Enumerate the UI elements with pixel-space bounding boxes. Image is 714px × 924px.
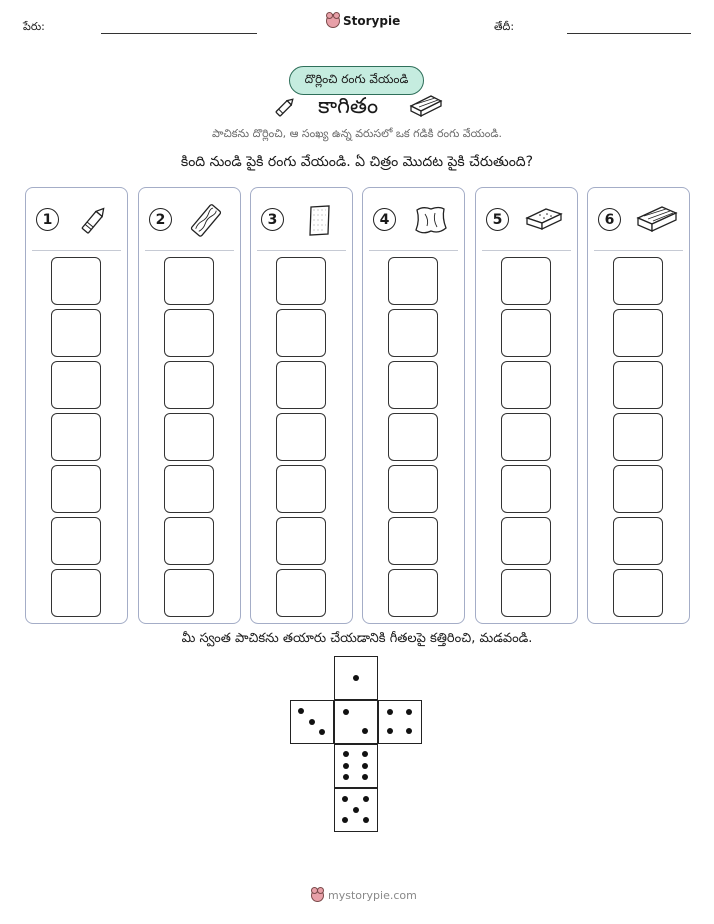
color-box[interactable] (51, 465, 101, 513)
die-pip (343, 709, 349, 715)
color-box[interactable] (51, 517, 101, 565)
wood-block-icon (408, 92, 444, 118)
column-number: 1 (36, 208, 59, 231)
color-box[interactable] (276, 569, 326, 617)
column-header (486, 202, 568, 238)
die-pip (343, 774, 349, 780)
column-header (149, 202, 231, 238)
footer (311, 889, 417, 902)
crayon-icon (272, 95, 298, 119)
sponge-icon (524, 202, 566, 238)
column-divider (594, 250, 683, 251)
die-pip (363, 796, 369, 802)
color-box[interactable] (388, 465, 438, 513)
date-label: తేదీ: (494, 20, 515, 33)
color-box[interactable] (164, 309, 214, 357)
color-box[interactable] (276, 309, 326, 357)
wood-log-icon (187, 202, 229, 238)
color-box[interactable] (276, 413, 326, 461)
bear-logo-icon (311, 889, 324, 902)
color-box[interactable] (388, 309, 438, 357)
die-pip (319, 729, 325, 735)
cut-instruction: మీ స్వంత పాచికను తయారు చేయడానికి గీతలపై కత్తిరించి, మడవండి. (181, 631, 533, 646)
column-number: 2 (149, 208, 172, 231)
color-box[interactable] (501, 569, 551, 617)
column-header (36, 202, 118, 238)
color-box[interactable] (51, 257, 101, 305)
color-box[interactable] (51, 413, 101, 461)
cloth-icon (411, 202, 453, 238)
die-pip (406, 709, 412, 715)
die-face-5 (334, 788, 378, 832)
die-pip (342, 817, 348, 823)
column-header (598, 202, 680, 238)
color-box[interactable] (164, 465, 214, 513)
die-pip (362, 751, 368, 757)
wood-block-icon (636, 202, 678, 238)
page-title: కాగితం (318, 94, 379, 119)
color-box[interactable] (276, 361, 326, 409)
color-box[interactable] (501, 309, 551, 357)
banner-pill: దొర్లించి రంగు వేయండి (289, 66, 424, 95)
color-box[interactable] (501, 517, 551, 565)
color-box[interactable] (501, 257, 551, 305)
column-divider (257, 250, 346, 251)
column-number: 3 (261, 208, 284, 231)
die-pip (387, 709, 393, 715)
color-box[interactable] (164, 257, 214, 305)
color-box[interactable] (613, 309, 663, 357)
column-divider (482, 250, 571, 251)
die-pip (342, 796, 348, 802)
die-pip (362, 763, 368, 769)
instruction-text: పాచికను దొర్లించి, ఆ సంఖ్య ఉన్న వరుసలో ఒక గడికి రంగు వేయండి. (212, 127, 502, 140)
color-box[interactable] (388, 361, 438, 409)
column-divider (145, 250, 234, 251)
column-number: 6 (598, 208, 621, 231)
die-pip (387, 728, 393, 734)
color-box[interactable] (388, 569, 438, 617)
bear-logo-icon (326, 14, 340, 28)
color-box[interactable] (51, 361, 101, 409)
die-face-1 (334, 656, 378, 700)
brand-logo (326, 14, 400, 28)
footer-url[interactable]: mystorypie.com (328, 889, 417, 902)
column-header (373, 202, 455, 238)
name-line[interactable] (101, 33, 257, 34)
die-pip (362, 774, 368, 780)
color-box[interactable] (388, 413, 438, 461)
color-box[interactable] (501, 361, 551, 409)
color-box[interactable] (613, 361, 663, 409)
color-box[interactable] (276, 257, 326, 305)
die-pip (353, 675, 359, 681)
color-box[interactable] (51, 309, 101, 357)
die-face-2 (334, 700, 378, 744)
color-box[interactable] (613, 413, 663, 461)
die-face-6 (334, 744, 378, 788)
roll-column-5 (475, 187, 578, 624)
die-face-4 (378, 700, 422, 744)
roll-column-4 (362, 187, 465, 624)
die-face-3 (290, 700, 334, 744)
name-label: పేరు: (23, 20, 45, 33)
die-pip (406, 728, 412, 734)
die-pip (353, 807, 359, 813)
die-pip (363, 817, 369, 823)
roll-column-1 (25, 187, 128, 624)
roll-column-6 (587, 187, 690, 624)
paper-sheet-icon (299, 202, 341, 238)
color-box[interactable] (164, 569, 214, 617)
color-box[interactable] (276, 517, 326, 565)
roll-column-3 (250, 187, 353, 624)
column-number: 5 (486, 208, 509, 231)
color-box[interactable] (164, 361, 214, 409)
color-box[interactable] (613, 569, 663, 617)
color-box[interactable] (501, 413, 551, 461)
color-box[interactable] (388, 257, 438, 305)
column-divider (32, 250, 121, 251)
roll-column-2 (138, 187, 241, 624)
color-box[interactable] (501, 465, 551, 513)
color-box[interactable] (276, 465, 326, 513)
question-text: కింది నుండి పైకి రంగు వేయండి. ఏ చిత్రం మొదట పైకి చేరుతుంది? (180, 154, 534, 170)
column-header (261, 202, 343, 238)
date-line[interactable] (567, 33, 691, 34)
column-number: 4 (373, 208, 396, 231)
die-pip (309, 719, 315, 725)
die-pip (362, 728, 368, 734)
color-box[interactable] (613, 465, 663, 513)
die-pip (343, 763, 349, 769)
color-box[interactable] (388, 517, 438, 565)
die-pip (343, 751, 349, 757)
brand-name: Storypie (343, 14, 401, 28)
color-box[interactable] (164, 517, 214, 565)
column-divider (369, 250, 458, 251)
color-box[interactable] (51, 569, 101, 617)
die-pip (298, 708, 304, 714)
crayon-icon (74, 202, 116, 238)
color-box[interactable] (613, 257, 663, 305)
color-box[interactable] (613, 517, 663, 565)
color-box[interactable] (164, 413, 214, 461)
